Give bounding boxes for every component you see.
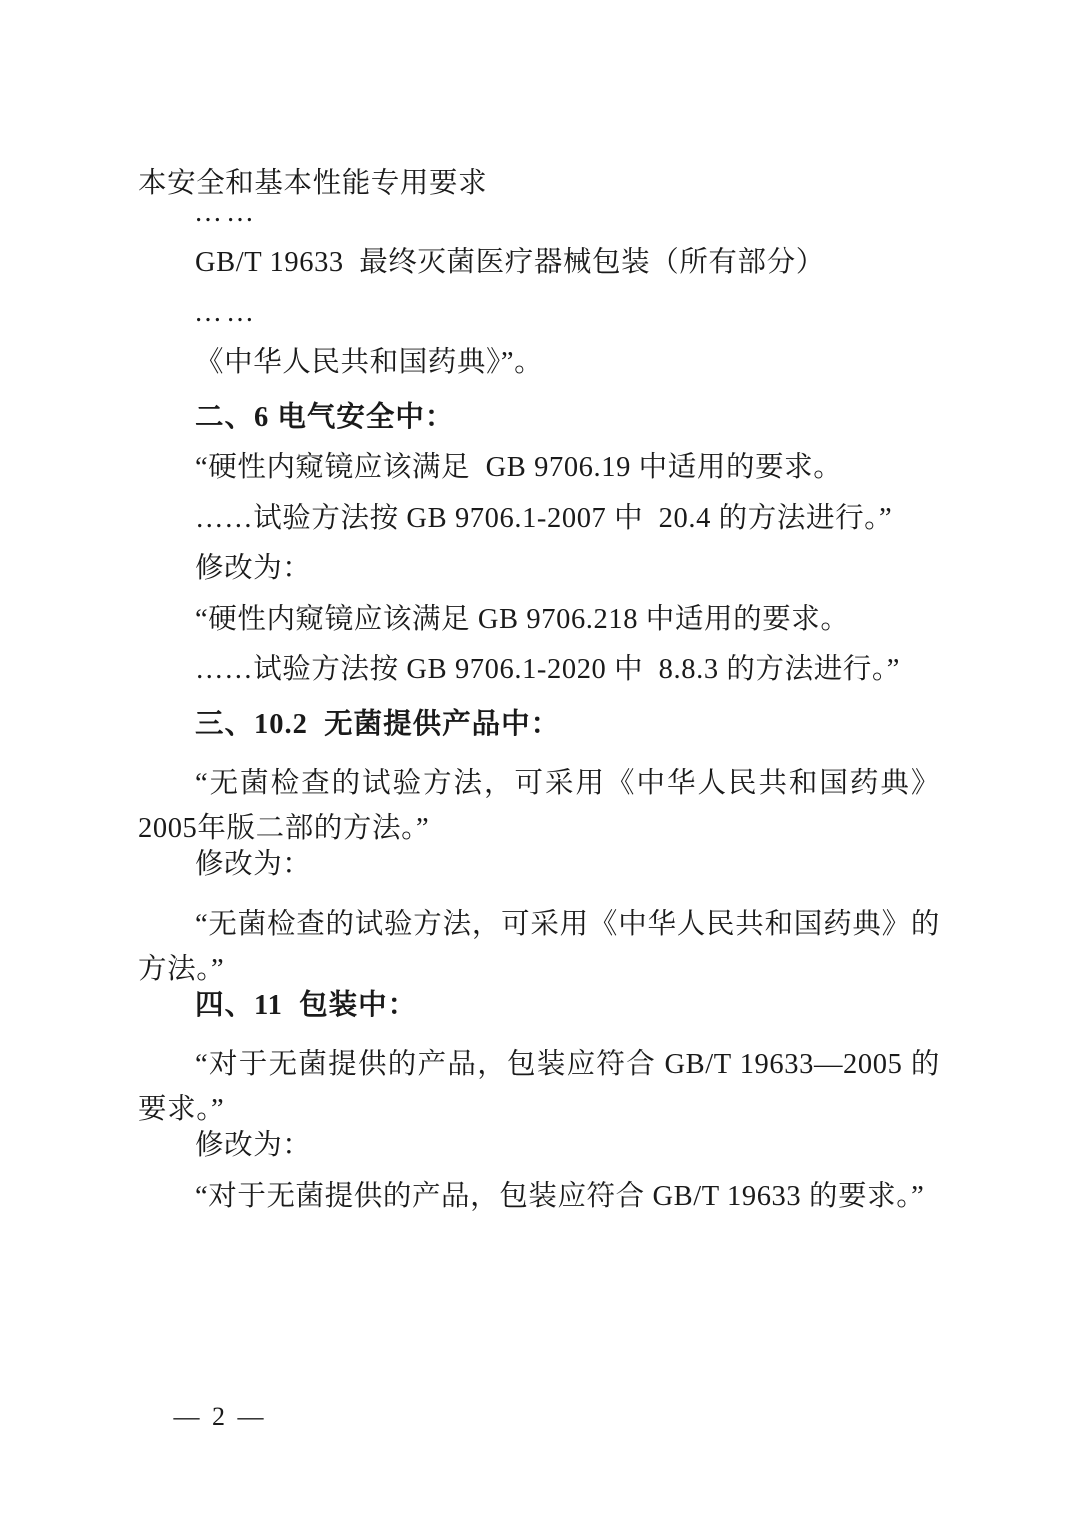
quoted-revised-packaging-text: “对于无菌提供的产品，包装应符合 GB/T 19633 的要求。” — [195, 1180, 925, 1212]
quoted-revised-sterility-text: “无菌检查的试验方法，可采用《中华人民共和国药典》的方法。” — [138, 908, 940, 985]
quoted-original-packaging-text: “对于无菌提供的产品，包装应符合 GB/T 19633—2005 的要求。” — [138, 1049, 940, 1126]
pharmacopoeia-reference: 《中华人民共和国药典》”。 — [195, 347, 544, 378]
section-heading-two: 二、6 电气安全中： — [195, 401, 455, 433]
quoted-revised-text-cont: ……试验方法按 GB 9706.1-2020 中 8.8.3 的方法进行。” — [195, 654, 901, 685]
section-heading-four: 四、11 包装中： — [195, 989, 418, 1021]
ellipsis-line: …… — [194, 297, 258, 328]
amend-to-label: 修改为： — [195, 849, 312, 881]
quoted-original-text: “硬性内窥镜应该满足 GB 9706.19 中适用的要求。 — [195, 452, 843, 483]
quoted-original-text-cont: ……试验方法按 GB 9706.1-2007 中 20.4 的方法进行。” — [195, 502, 893, 534]
page-number: — 2 — — [173, 1402, 267, 1431]
amend-to-label: 修改为： — [195, 553, 312, 584]
page-footer — [0, 1402, 1080, 1432]
standard-reference-gbt19633: GB/T 19633 最终灭菌医疗器械包装（所有部分） — [195, 246, 825, 278]
paragraph-continuation: 本安全和基本性能专用要求 — [138, 168, 488, 199]
ellipsis-line: …… — [194, 196, 258, 228]
quoted-revised-text: “硬性内窥镜应该满足 GB 9706.218 中适用的要求。 — [195, 603, 850, 635]
quoted-original-sterility-text: “无菌检查的试验方法，可采用《中华人民共和国药典》2005年版二部的方法。” — [138, 768, 940, 845]
section-heading-three: 三、10.2 无菌提供产品中： — [195, 708, 561, 740]
amend-to-label: 修改为： — [195, 1130, 312, 1162]
